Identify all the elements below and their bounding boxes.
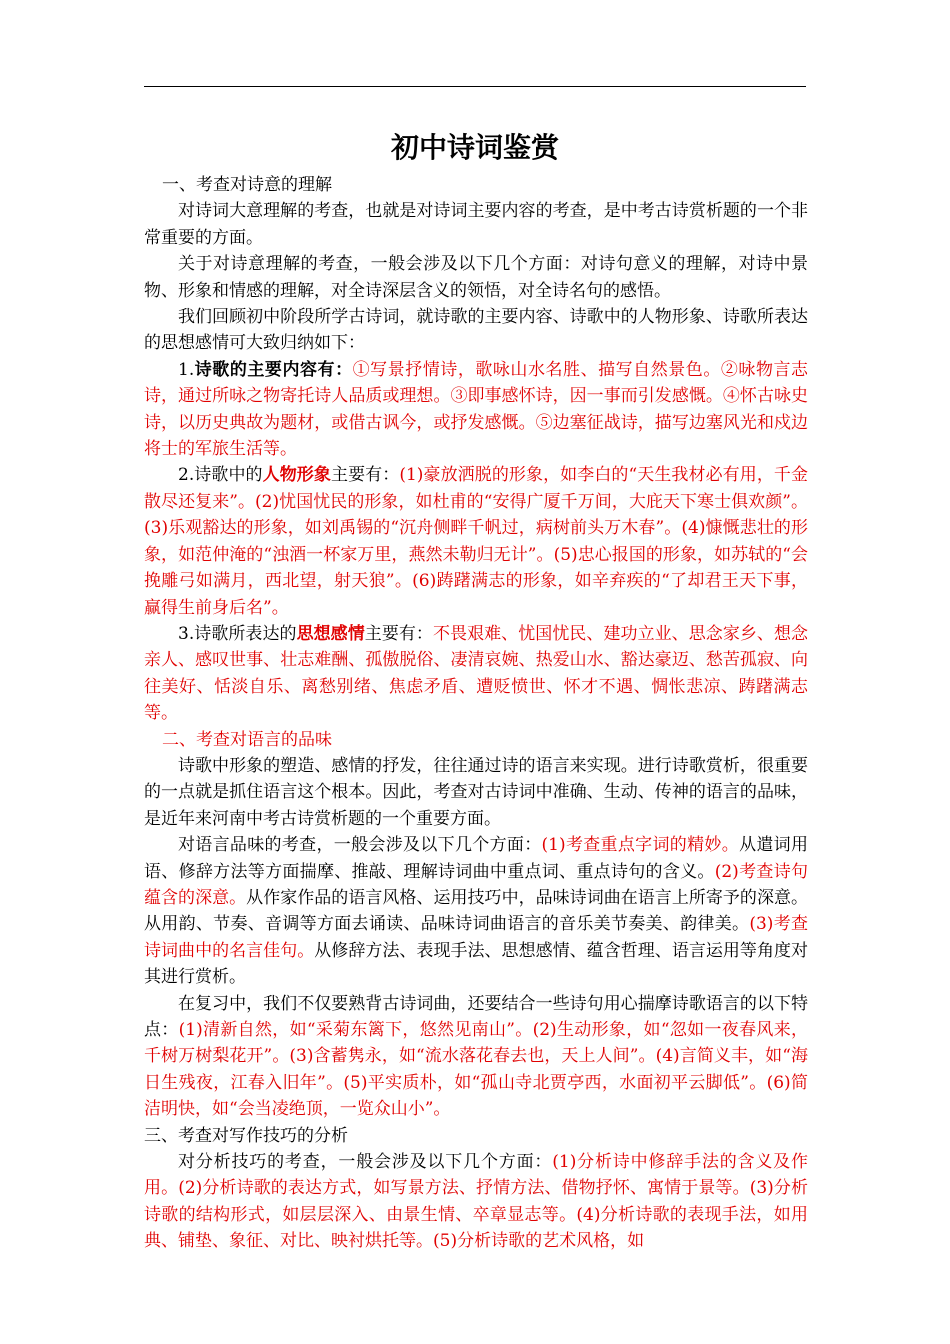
- highlighted-text: (1)分析诗中修辞手法的含义及作用。(2)分析诗歌的表达方式，如写景方法、抒情方法、借物抒怀、寓情于景等。(3)分析诗歌的结构形式，如层层深入、由景生情、卒章显志等。(4)分析诗歌的表现手法，如用典、铺垫、象征、对比、映衬烘托等。(5)分析诗歌的艺术风格，如: [144, 1152, 809, 1252]
- highlighted-text: 不畏艰难、忧国忧民、建功立业、思念家乡、想念亲人、感叹世事、壮志难酬、孤傲脱俗、凄清哀婉、热爱山水、豁达豪迈、愁苦孤寂、向往美好、恬淡自乐、离愁别绪、焦虑矛盾、遭贬愤世、怀才不遇、惆怅悲凉、踌躇满志等。: [144, 623, 809, 724]
- list-number: 1.: [178, 359, 195, 380]
- document-body: [144, 172, 808, 1255]
- highlighted-text: ①写景抒情诗，歌咏山水名胜、描写自然景色。②咏物言志诗，通过所咏之物寄托诗人品质或理想。③即事感怀诗，因一事而引发感慨。④怀古咏史诗，以历史典故为题材，或借古讽今，或抒发感慨。⑤边塞征战诗，描写边塞风光和戍边将士的军旅生活等。: [144, 359, 809, 460]
- colon: ：: [335, 359, 353, 380]
- text-run: 从遣词用语、修辞方法等方面揣摩、推敲、理解诗词曲中重点词、重点诗句的含义。: [144, 835, 808, 882]
- list-lead: 2.诗歌中的: [178, 465, 263, 486]
- highlighted-text: (1)考查重点字词的精妙。: [541, 835, 740, 856]
- section-heading-2: 二、考查对语言的品味: [162, 729, 332, 750]
- highlighted-text: (3)考查诗词曲中的名言佳句。: [144, 914, 808, 961]
- paragraph: [144, 991, 808, 1123]
- bold-keyword: 思想感情: [296, 623, 365, 644]
- paragraph: 关于对诗意理解的考查，一般会涉及以下几个方面：对诗句意义的理解，对诗中景物、形象和情感的理解，对全诗深层含义的领悟，对全诗名句的感悟。: [144, 254, 808, 301]
- paragraph: [144, 832, 808, 990]
- paragraph: 诗歌中形象的塑造、感情的抒发，往往通过诗的语言来实现。进行诗歌赏析，很重要的一点就是抓住语言这个根本。因此，考查对古诗词中准确、生动、传神的语言的品味，是近年来河南中考古诗赏析题的一个重要方面。: [144, 755, 808, 829]
- bold-keyword: 诗歌的主要内容有: [194, 359, 336, 380]
- highlighted-text: (1)豪放洒脱的形象，如李白的“天生我材必有用，千金散尽还复来”。(2)忧国忧民的形象，如杜甫的“安得广厦千万间，大庇天下寒士俱欢颜”。(3)乐观豁达的形象，如刘禹锡的“沉舟侧畔千帆过，病树前头万木春”。(4)慷慨悲壮的形象，如范仲淹的“浊酒一杯家万里，燕然未勒归无计”。(5)忠心报国的形象，如苏轼的“会挽雕弓如满月，西北望，射天狼”。(6)踌躇满志的形象，如辛弃疾的“了却君王天下事，赢得生前身后名”。: [144, 465, 809, 618]
- page-title: 初中诗词鉴赏: [390, 131, 559, 164]
- list-lead: 主要有：: [364, 623, 433, 644]
- text-run: 从作家作品的语言风格、运用技巧中，品味诗词曲在语言上所寄予的深意。从用韵、节奏、音调等方面去诵读、品味诗词曲语言的音乐美节奏美、韵律美。: [144, 887, 809, 935]
- text-run: 在复习中，我们不仅要熟背古诗词曲，还要结合一些诗句用心揣摩诗歌语言的以下特点：: [144, 993, 808, 1040]
- bold-keyword: 人物形象: [262, 465, 331, 486]
- paragraph: 对诗词大意理解的考查，也就是对诗词主要内容的考查，是中考古诗赏析题的一个非常重要的方面。: [144, 201, 808, 248]
- text-run: 对分析技巧的考查，一般会涉及以下几个方面：: [178, 1152, 553, 1173]
- highlighted-text: (2)考查诗句蕴含的深意。: [144, 861, 808, 908]
- paragraph: [144, 1149, 808, 1255]
- text-run: 从修辞方法、表现手法、思想感情、蕴含哲理、语言运用等角度对其进行赏析。: [144, 940, 809, 988]
- header-rule: [144, 86, 806, 87]
- section-heading-3: 三、考查对写作技巧的分析: [144, 1125, 348, 1146]
- list-item-emotions: [144, 621, 808, 727]
- paragraph: 我们回顾初中阶段所学古诗词，就诗歌的主要内容、诗歌中的人物形象、诗歌所表达的思想感情可大致归纳如下：: [144, 307, 808, 354]
- list-lead: 3.诗歌所表达的: [178, 623, 297, 644]
- list-item-main-content: [144, 357, 808, 463]
- section-heading-1: 一、考查对诗意的理解: [162, 175, 332, 195]
- list-item-characters: [144, 462, 808, 620]
- list-lead: 主要有：: [330, 465, 400, 486]
- text-run: 对语言品味的考查，一般会涉及以下几个方面：: [178, 835, 542, 856]
- highlighted-text: (1)清新自然，如“采菊东篱下，悠然见南山”。(2)生动形象，如“忽如一夜春风来，千树万树梨花开”。(3)含蓄隽永，如“流水落花春去也，天上人间”。(4)言简义丰，如“海日生残夜，江春入旧年”。(5)平实质朴，如“孤山寺北贾亭西，水面初平云脚低”。(6)简洁明快，如“会当凌绝顶，一览众山小”。: [144, 1020, 809, 1120]
